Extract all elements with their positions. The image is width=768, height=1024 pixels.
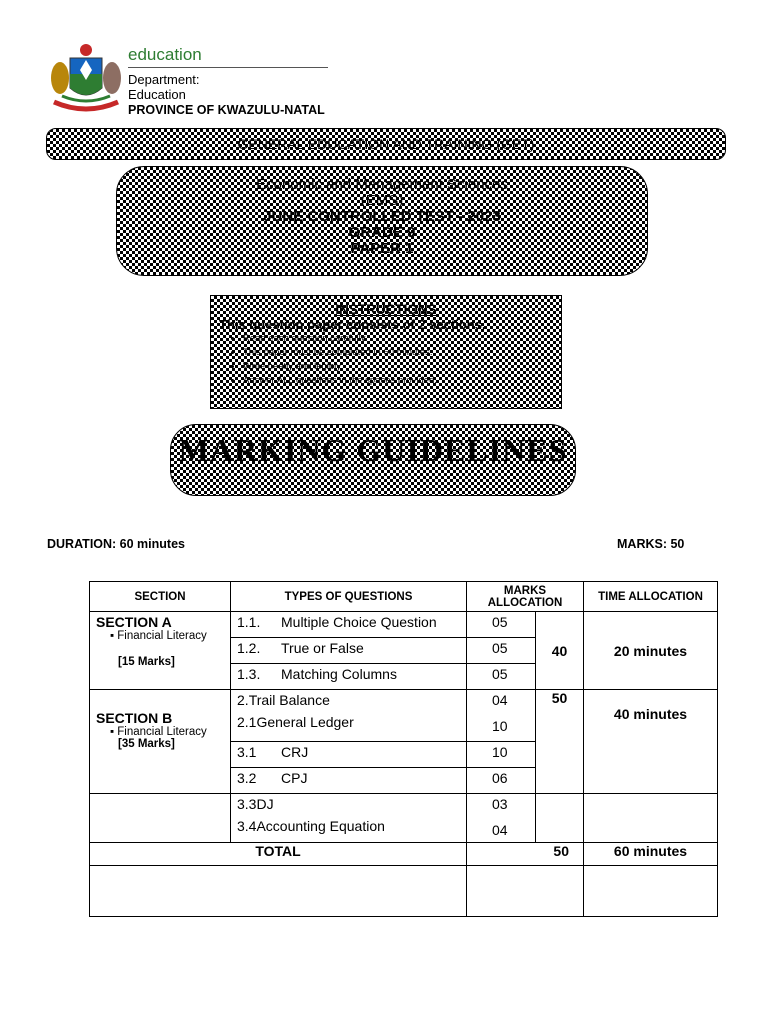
table-header-row — [90, 582, 718, 612]
question-cell: 2.Trail Balance 2.1General Ledger — [231, 690, 467, 742]
section-a-cell: SECTION A ▪ Financial Literacy [15 Marks] — [90, 612, 231, 690]
logo-education-word: education — [128, 45, 202, 64]
test-title: JUNE CONTROLLED TEST - 2023 — [263, 208, 501, 225]
table-row — [90, 794, 718, 843]
subject-line-1: Economic and Management Sciences — [256, 176, 508, 193]
section-b-cell: SECTION B ▪ Financial Literacy [35 Marks] — [90, 690, 231, 794]
header-marks: MARKS ALLOCATION — [467, 582, 584, 612]
total-row — [90, 843, 718, 866]
logo-education: Education — [128, 87, 186, 102]
get-title: GENERAL EDUCATION AND TRAINING (GET) — [237, 136, 535, 152]
duration-label: DURATION: 60 minutes — [47, 537, 185, 551]
section-b-marks: [35 Marks] — [118, 738, 175, 750]
subject-banner — [116, 166, 648, 276]
grade-title: GRADE 9 — [348, 224, 416, 241]
section-a-subtotal: 40 — [536, 612, 584, 690]
question-marks: 03 04 — [467, 794, 536, 843]
marks-label: MARKS: 50 — [617, 537, 685, 551]
instruction-item: • Write neatly and legibly. — [243, 360, 561, 374]
question-cell: 3.2 CPJ — [231, 768, 467, 794]
question-marks: 10 — [467, 742, 536, 768]
subject-line-2: (EMS) — [360, 192, 404, 209]
department-logo-text — [128, 44, 328, 118]
total-label: TOTAL — [90, 843, 467, 866]
section-b-title: SECTION B — [96, 710, 173, 726]
logo-province: PROVINCE OF KWAZULU-NATAL — [128, 103, 325, 117]
marks-allocation-table — [89, 581, 718, 917]
section-a-topic: Financial Literacy — [117, 630, 207, 642]
paper-title: PAPER 1 — [350, 240, 414, 257]
question-cell: 3.1 CRJ — [231, 742, 467, 768]
header-section: SECTION — [90, 582, 231, 612]
logo-department: Department: — [128, 72, 200, 87]
instructions-summary: This question paper consists of 2 sections. — [219, 317, 486, 332]
instructions-heading: INSTRUCTIONS — [335, 302, 437, 317]
marking-guidelines-title: MARKING GUIDELINES — [178, 432, 568, 468]
section-a-marks: [15 Marks] — [118, 656, 175, 668]
question-cell: 3.3DJ 3.4Accounting Equation — [231, 794, 467, 843]
question-cell: 1.1. Multiple Choice Question — [231, 612, 467, 638]
table-row — [90, 612, 718, 638]
section-a-title: SECTION A — [96, 614, 172, 630]
instructions-list — [211, 332, 561, 388]
table-row — [90, 866, 718, 917]
header-types: TYPES OF QUESTIONS — [231, 582, 467, 612]
section-b-subtotal: 50 — [536, 690, 584, 794]
question-marks: 04 10 — [467, 690, 536, 742]
question-marks: 05 — [467, 612, 536, 638]
instruction-item: • Read each question carefully. — [243, 332, 561, 346]
section-b-time: 40 minutes — [584, 690, 718, 794]
question-marks: 05 — [467, 638, 536, 664]
question-marks: 05 — [467, 664, 536, 690]
instructions-box — [210, 295, 562, 409]
section-b-topic: Financial Literacy — [117, 726, 207, 738]
coat-of-arms-logo — [48, 40, 124, 118]
table-row — [90, 690, 718, 742]
total-marks: 50 — [467, 843, 584, 866]
header-time: TIME ALLOCATION — [584, 582, 718, 612]
question-cell: 1.2. True or False — [231, 638, 467, 664]
instruction-item: • Answer ALL questions in the spaces provided. — [243, 374, 561, 388]
section-a-time: 20 minutes — [584, 612, 718, 690]
instruction-item: • This paper must be completed in 60 minutes. — [243, 346, 561, 360]
get-banner — [46, 128, 726, 160]
question-marks: 06 — [467, 768, 536, 794]
question-cell: 1.3. Matching Columns — [231, 664, 467, 690]
marking-guidelines-banner — [170, 424, 576, 496]
total-time: 60 minutes — [584, 843, 718, 866]
